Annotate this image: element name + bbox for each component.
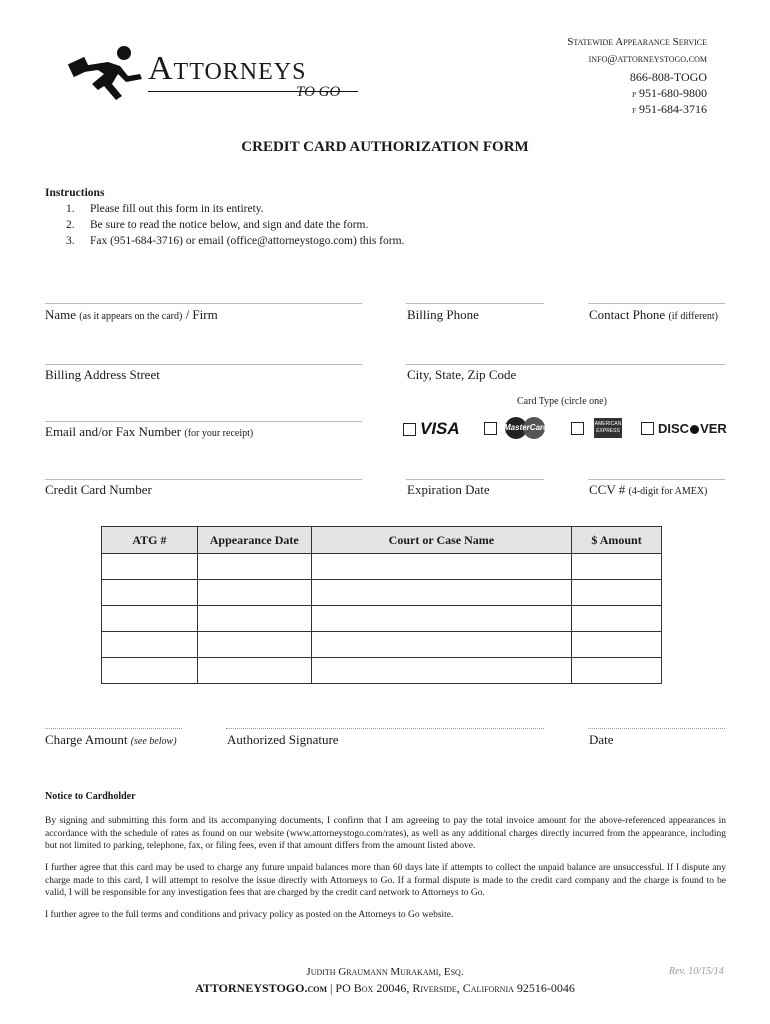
discover-logo: DISC VER: [658, 420, 727, 436]
table-row: [102, 580, 662, 606]
card-type-label: Card Type (circle one): [517, 396, 607, 407]
table-cell[interactable]: [102, 632, 198, 658]
table-row: [102, 554, 662, 580]
instructions-list: [66, 201, 404, 249]
mastercard-checkbox[interactable]: [484, 422, 497, 435]
billing-phone-input-line[interactable]: [406, 303, 544, 304]
table-cell[interactable]: [197, 658, 311, 684]
visa-option[interactable]: [403, 419, 460, 439]
notice-paragraph-3: I further agree to the full terms and conditions and privacy policy as posted on the Attorneys to Go website.: [45, 910, 454, 920]
table-cell[interactable]: [572, 658, 662, 684]
mastercard-logo: MasterCard: [503, 417, 547, 439]
amex-checkbox[interactable]: [571, 422, 584, 435]
instruction-item: 3. Fax (951-684-3716) or email (office@attorneystogo.com) this form.: [66, 235, 405, 247]
date-label: Date: [589, 732, 614, 747]
email-fax-input-line[interactable]: [45, 421, 362, 422]
ccv-input-line[interactable]: [588, 479, 725, 480]
name-input-line[interactable]: [45, 303, 362, 304]
appearance-date-header: Appearance Date: [197, 527, 311, 554]
table-row: [102, 632, 662, 658]
ccv-label: CCV # (4-digit for AMEX): [589, 482, 708, 497]
form-title: CREDIT CARD AUTHORIZATION FORM: [241, 139, 529, 155]
table-cell[interactable]: [311, 606, 571, 632]
table-cell[interactable]: [311, 658, 571, 684]
amex-logo: AMERICAN EXPRESS: [594, 418, 622, 438]
notice-paragraph-1: By signing and submitting this form and its accompanying documents, I confirm that I am agreeing to pay the total invoice amount for the above-referenced appearances in accordance with the schedule of rates as found on our website (www.attorneystogo.com/rates), as well as any additional charges directly incurred from the appearance, including but not limited to parking, telephone, fax, or filing fees, even if that amount differs from the amount listed above.: [45, 816, 726, 851]
revision-date: Rev. 10/15/14: [669, 966, 724, 977]
table-cell[interactable]: [197, 632, 311, 658]
instruction-item: 2. Be sure to read the notice below, and sign and date the form.: [66, 219, 369, 231]
table-row: [102, 658, 662, 684]
table-cell[interactable]: [572, 580, 662, 606]
phone-line: p 951-680-9800: [632, 86, 707, 100]
appearance-table: [101, 526, 662, 684]
discover-option[interactable]: [641, 419, 727, 437]
billing-address-label: Billing Address Street: [45, 367, 160, 382]
expiration-input-line[interactable]: [406, 479, 544, 480]
company-logo: [68, 44, 358, 104]
table-cell[interactable]: [311, 554, 571, 580]
table-cell[interactable]: [197, 554, 311, 580]
amount-header: $ Amount: [572, 527, 662, 554]
card-number-label: Credit Card Number: [45, 482, 152, 497]
city-input-line[interactable]: [406, 364, 725, 365]
table-cell[interactable]: [102, 658, 198, 684]
visa-logo: VISA: [420, 419, 460, 438]
charge-amount-input-line[interactable]: [45, 728, 182, 729]
table-cell[interactable]: [311, 632, 571, 658]
footer-website[interactable]: ATTORNEYSTOGO.com: [195, 981, 328, 995]
table-cell[interactable]: [197, 606, 311, 632]
city-state-zip-label: City, State, Zip Code: [407, 367, 517, 382]
notice-paragraph-2: I further agree that this card may be used to charge any future unpaid balances more than 60 days late if attempts to collect the unpaid balance are unsuccessful. If I dispute any charge made to this card, I will attempt to resolve the issue directly with Attorneys to Go. If a formal dispute is made to the credit card company and the charge is found to be valid, I will be responsible for any investigation fees that are charged by the credit card network to Attorneys to Go.: [45, 863, 726, 898]
footer-address: ATTORNEYSTOGO.com | PO Box 20046, Riverside, California 92516-0046: [195, 981, 575, 995]
table-cell[interactable]: [102, 606, 198, 632]
table-cell[interactable]: [572, 632, 662, 658]
contact-email[interactable]: info@attorneystogo.com: [588, 53, 707, 65]
contact-phone-label: Contact Phone (if different): [589, 307, 718, 322]
discover-checkbox[interactable]: [641, 422, 654, 435]
runner-icon: [68, 44, 150, 102]
table-header-row: [102, 527, 662, 554]
table-cell[interactable]: [102, 554, 198, 580]
address-input-line[interactable]: [45, 364, 362, 365]
instructions-heading: Instructions: [45, 187, 105, 199]
name-label: Name (as it appears on the card) / Firm: [45, 307, 218, 322]
visa-checkbox[interactable]: [403, 423, 416, 436]
brand-name: Attorneys: [148, 50, 307, 87]
amex-option[interactable]: [571, 418, 622, 438]
fax-line: f 951-684-3716: [632, 102, 707, 116]
phone-main: 866-808-TOGO: [629, 70, 707, 84]
charge-amount-label: Charge Amount (see below): [45, 732, 177, 747]
signature-input-line[interactable]: [226, 728, 544, 729]
expiration-label: Expiration Date: [407, 482, 490, 497]
court-case-header: Court or Case Name: [311, 527, 571, 554]
atg-number-header: ATG #: [102, 527, 198, 554]
table-cell[interactable]: [311, 580, 571, 606]
footer-attorney-name: Judith Graumann Murakami, Esq.: [306, 966, 464, 978]
notice-heading: Notice to Cardholder: [45, 791, 136, 802]
table-row: [102, 606, 662, 632]
contact-phone-input-line[interactable]: [588, 303, 725, 304]
card-number-input-line[interactable]: [45, 479, 362, 480]
billing-phone-label: Billing Phone: [407, 307, 479, 322]
date-input-line[interactable]: [588, 728, 725, 729]
table-cell[interactable]: [572, 554, 662, 580]
table-cell[interactable]: [102, 580, 198, 606]
email-fax-label: Email and/or Fax Number (for your receipt): [45, 424, 254, 439]
table-cell[interactable]: [572, 606, 662, 632]
authorized-signature-label: Authorized Signature: [227, 732, 339, 747]
table-cell[interactable]: [197, 580, 311, 606]
service-tagline: Statewide Appearance Service: [567, 36, 707, 48]
mastercard-option[interactable]: [484, 417, 547, 439]
instruction-item: 1. Please fill out this form in its entirety.: [66, 203, 264, 215]
brand-subtitle: TO GO: [296, 84, 341, 100]
